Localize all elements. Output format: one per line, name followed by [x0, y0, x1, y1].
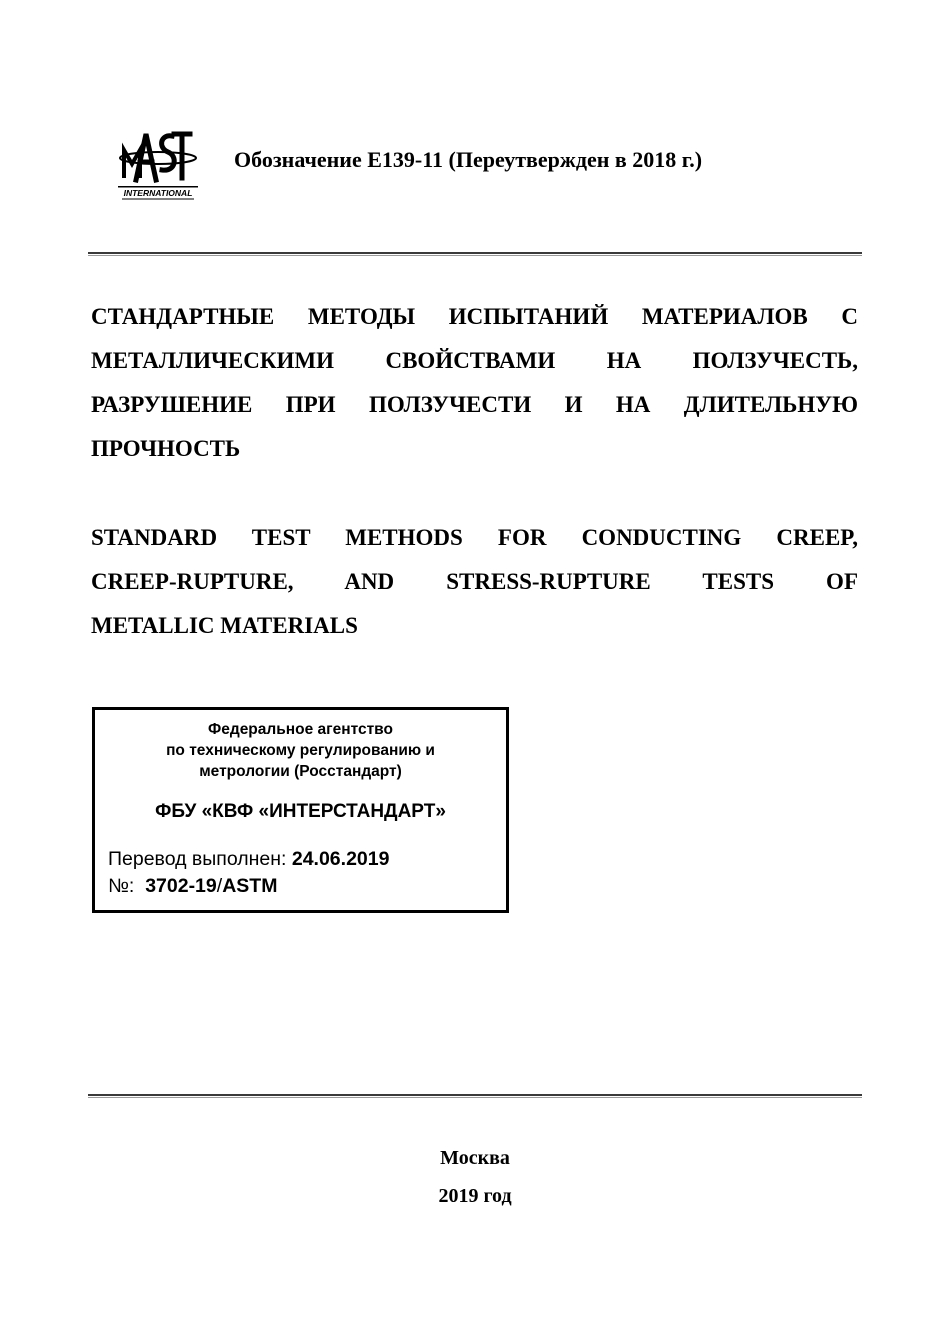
title-english [91, 516, 858, 648]
translation-date: 24.06.2019 [291, 848, 390, 870]
title-ru-line: ПРОЧНОСТЬ [91, 436, 241, 461]
title-en-line: CREEP-RUPTURE, AND STRESS-RUPTURE TESTS OF [91, 569, 858, 594]
title-ru-line: СТАНДАРТНЫЕ МЕТОДЫ ИСПЫТАНИЙ МАТЕРИАЛОВ С [91, 304, 858, 329]
logo-subtext: INTERNATIONAL [123, 188, 193, 198]
number-suffix: ASTM [222, 875, 278, 897]
organization-name: ФБУ «КВФ «ИНТЕРСТАНДАРТ» [155, 801, 446, 822]
number-separator: / [216, 875, 223, 897]
number-value: 3702-19 [145, 875, 217, 897]
astm-logo-icon [116, 128, 200, 202]
agency-name [95, 719, 506, 782]
title-en-line: METALLIC MATERIALS [91, 613, 358, 638]
number-label: №: [108, 875, 135, 897]
translation-date-line [108, 847, 389, 871]
title-russian [91, 295, 858, 471]
title-ru-line: МЕТАЛЛИЧЕСКИМИ СВОЙСТВАМИ НА ПОЛЗУЧЕСТЬ, [91, 348, 858, 373]
agency-line: метрологии (Росстандарт) [199, 763, 402, 780]
translation-label: Перевод выполнен: [108, 848, 287, 870]
agency-line: по техническому регулированию и [166, 742, 435, 759]
translation-number-line [108, 874, 277, 898]
translation-stamp [92, 707, 509, 913]
document-designation: Обозначение E139-11 (Переутвержден в 2018 г.) [234, 147, 703, 172]
top-double-rule [88, 252, 862, 257]
agency-line: Федеральное агентство [208, 721, 393, 738]
title-ru-line: РАЗРУШЕНИЕ ПРИ ПОЛЗУЧЕСТИ И НА ДЛИТЕЛЬНУЮ [91, 392, 858, 417]
bottom-double-rule [88, 1094, 862, 1099]
publication-city: Москва [440, 1147, 510, 1169]
publication-year: 2019 год [438, 1185, 512, 1207]
title-en-line: STANDARD TEST METHODS FOR CONDUCTING CREEP, [91, 525, 858, 550]
